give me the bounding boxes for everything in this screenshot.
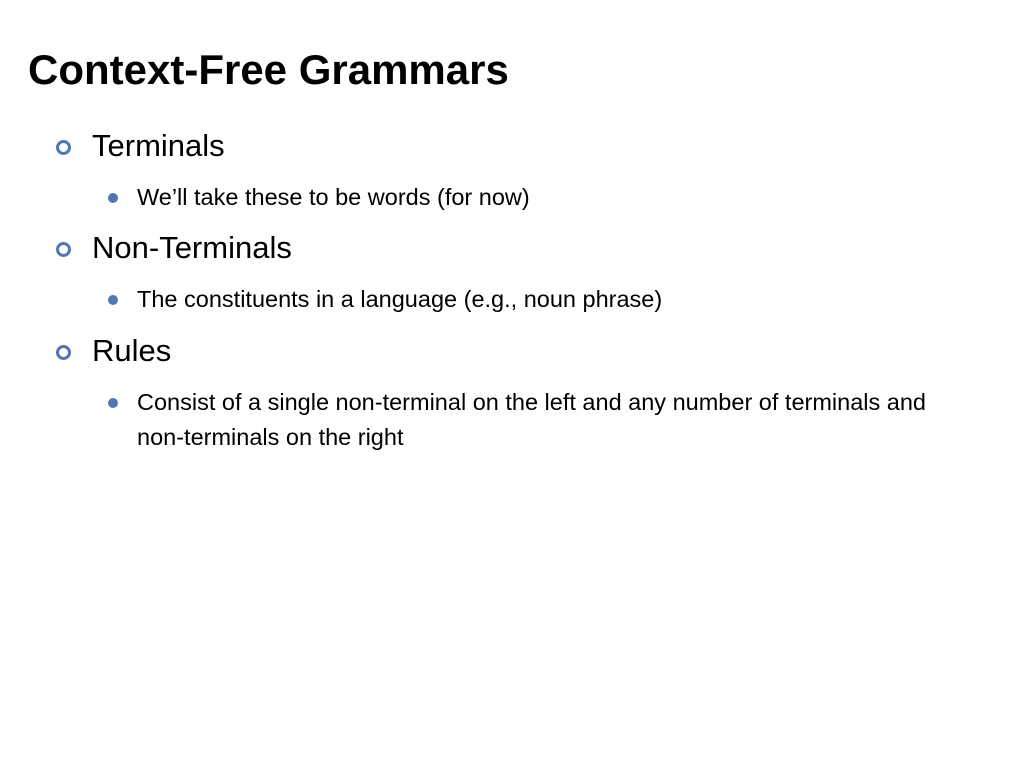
sub-bullet-item: Consist of a single non-terminal on the left and any number of terminals and non-terminals on the right [137,389,926,450]
filled-dot-bullet-icon [108,398,118,408]
filled-dot-bullet-icon [108,193,118,203]
sub-bullet-item: The constituents in a language (e.g., noun phrase) [137,286,663,312]
sub-bullet-item: We’ll take these to be words (for now) [137,184,530,210]
bullet-item-terminals: Terminals [92,128,225,163]
filled-dot-bullet-icon [108,295,118,305]
bullet-item-rules: Rules [92,333,172,368]
slide-title: Context-Free Grammars [28,46,509,93]
hollow-circle-bullet-icon [56,242,71,257]
hollow-circle-bullet-icon [56,140,71,155]
hollow-circle-bullet-icon [56,345,71,360]
bullet-item-non-terminals: Non-Terminals [92,230,292,265]
